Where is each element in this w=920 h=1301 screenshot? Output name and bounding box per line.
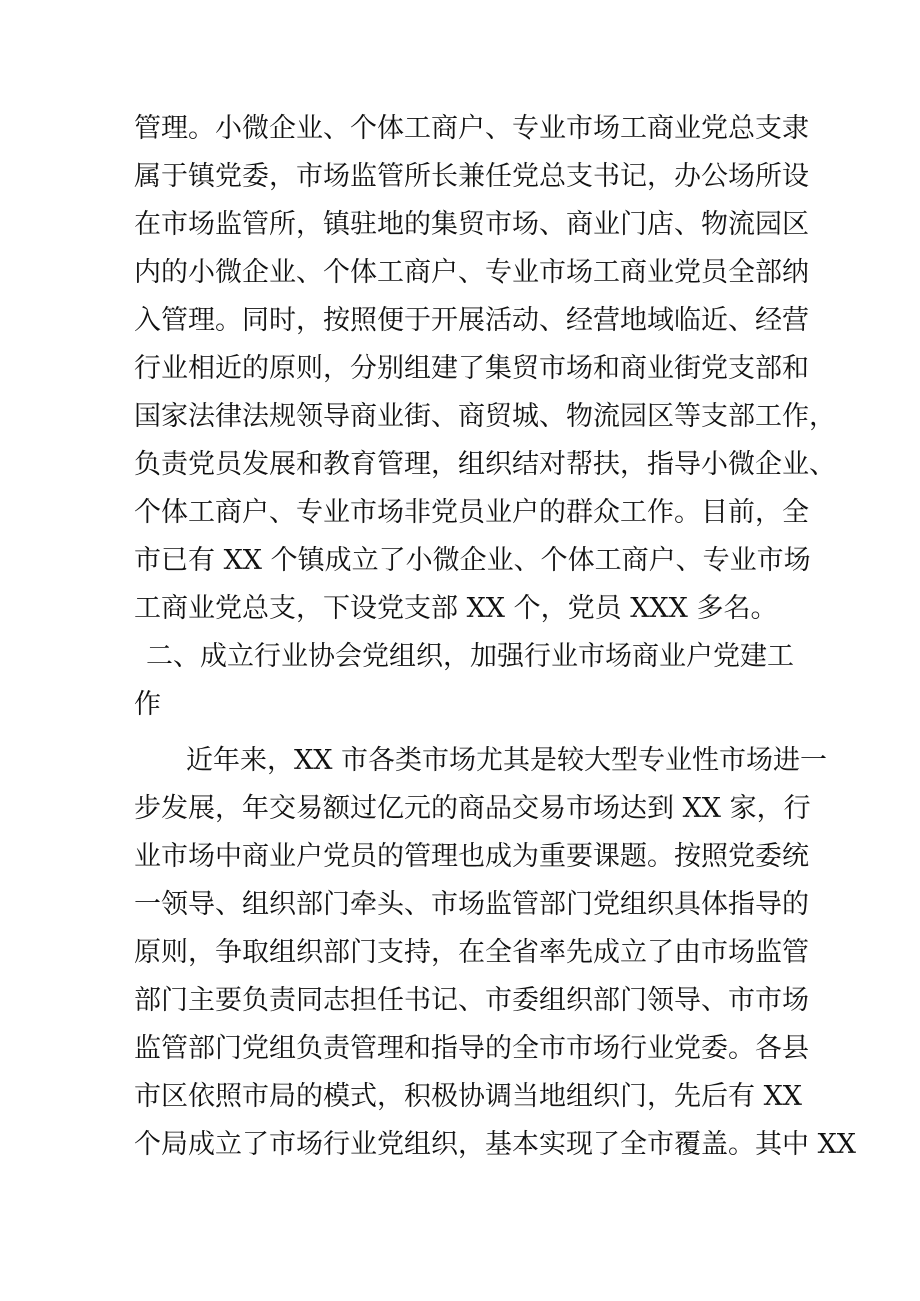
paragraph-line: 一领导、组织部门牵头、市场监管部门党组织具体指导的 bbox=[134, 889, 809, 920]
section-heading: 二、成立行业协会党组织，加强行业市场商业户党建工 bbox=[146, 641, 794, 672]
paragraph-line: 市已有 XX 个镇成立了小微企业、个体工商户、专业市场 bbox=[134, 545, 811, 576]
paragraph-line: 业市场中商业户党员的管理也成为重要课题。按照党委统 bbox=[134, 841, 809, 872]
paragraph-line: 监管部门党组负责管理和指导的全市市场行业党委。各县 bbox=[134, 1033, 809, 1064]
paragraph-line: 步发展，年交易额过亿元的商品交易市场达到 XX 家，行 bbox=[134, 793, 811, 824]
paragraph-line: 负责党员发展和教育管理，组织结对帮扶，指导小微企业、 bbox=[134, 449, 836, 480]
paragraph-line: 入管理。同时，按照便于开展活动、经营地域临近、经营 bbox=[134, 305, 809, 336]
paragraph-line: 属于镇党委，市场监管所长兼任党总支书记，办公场所设 bbox=[134, 161, 809, 192]
paragraph-line: 国家法律法规领导商业街、商贸城、物流园区等支部工作， bbox=[134, 401, 836, 432]
paragraph-line: 工商业党总支，下设党支部 XX 个，党员 XXX 多名。 bbox=[134, 593, 778, 624]
paragraph-line: 近年来，XX 市各类市场尤其是较大型专业性市场进一 bbox=[186, 745, 828, 776]
paragraph-line: 行业相近的原则，分别组建了集贸市场和商业街党支部和 bbox=[134, 353, 809, 384]
paragraph-line: 部门主要负责同志担任书记、市委组织部门领导、市市场 bbox=[134, 985, 809, 1016]
paragraph-line: 内的小微企业、个体工商户、专业市场工商业党员全部纳 bbox=[134, 257, 809, 288]
paragraph-line: 管理。小微企业、个体工商户、专业市场工商业党总支隶 bbox=[134, 113, 809, 144]
section-heading-continuation: 作 bbox=[134, 689, 161, 720]
paragraph-line: 市区依照市局的模式，积极协调当地组织门，先后有 XX bbox=[134, 1081, 803, 1112]
paragraph-line: 原则，争取组织部门支持，在全省率先成立了由市场监管 bbox=[134, 937, 809, 968]
paragraph-line: 个体工商户、专业市场非党员业户的群众工作。目前，全 bbox=[134, 497, 809, 528]
paragraph-line: 个局成立了市场行业党组织，基本实现了全市覆盖。其中 XX bbox=[134, 1129, 857, 1160]
paragraph-line: 在市场监管所，镇驻地的集贸市场、商业门店、物流园区 bbox=[134, 209, 809, 240]
